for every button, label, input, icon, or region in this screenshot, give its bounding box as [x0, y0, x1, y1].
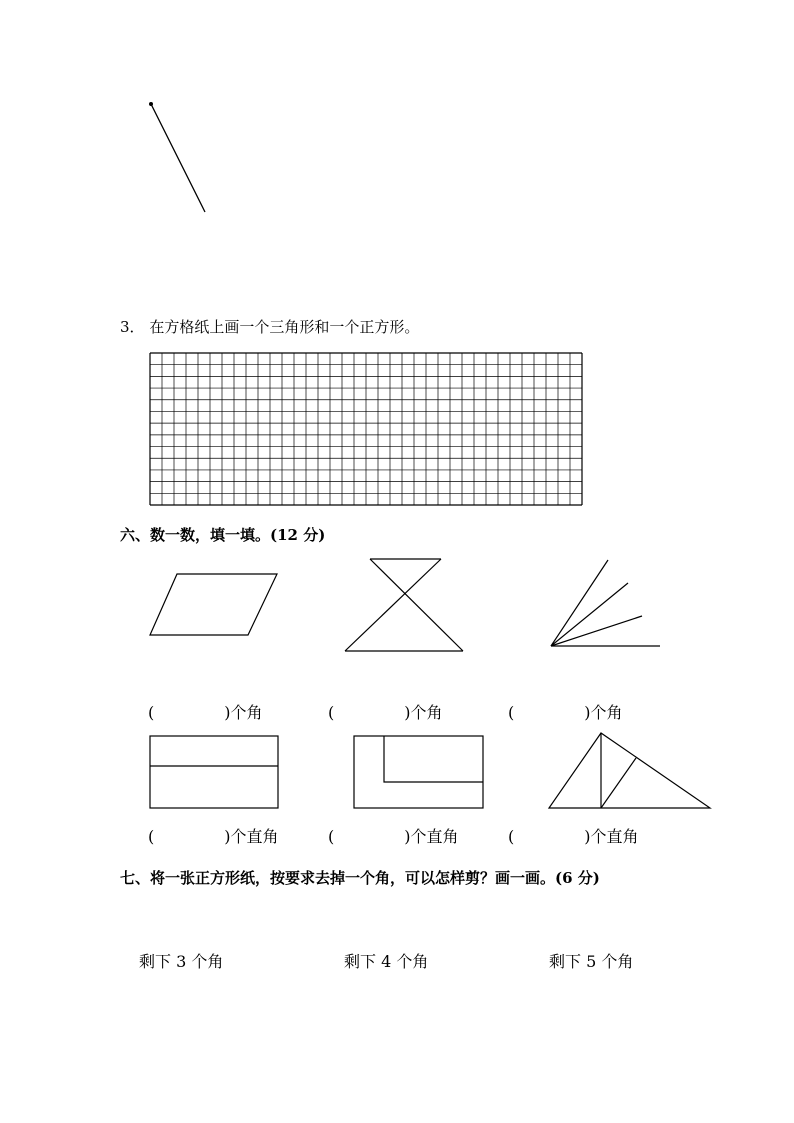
angle-answer-2[interactable]: ( )个角 [328, 703, 443, 722]
ray-2 [551, 583, 628, 646]
angle-answer-3[interactable]: ( )个角 [508, 703, 623, 722]
question-3-text: 在方格纸上画一个三角形和一个正方形。 [149, 318, 420, 336]
outer-triangle [549, 733, 710, 808]
remain-5-angles-label: 剩下 5 个角 [549, 952, 634, 971]
hourglass-diagonal-right [345, 559, 441, 651]
inner-corner-lines [384, 736, 483, 782]
square-grid-paper[interactable] [150, 353, 582, 505]
parallelogram [150, 574, 277, 635]
right-angle-answer-3[interactable]: ( )个直角 [508, 827, 639, 846]
segment-line [151, 104, 205, 212]
rectangle-outline [150, 736, 278, 808]
section-6-title: 六、数一数，填一填。(12 分) [120, 526, 326, 544]
line-segment-figure [0, 0, 794, 260]
section-7-title: 七、将一张正方形纸，按要求去掉一个角，可以怎样剪？画一画。(6 分) [120, 869, 600, 887]
hourglass-diagonal-left [370, 559, 463, 651]
ray-3 [551, 616, 642, 646]
angle-answer-1[interactable]: ( )个角 [148, 703, 263, 722]
remain-4-angles-label: 剩下 4 个角 [344, 952, 429, 971]
right-angle-answer-2[interactable]: ( )个直角 [328, 827, 459, 846]
remain-3-angles-label: 剩下 3 个角 [139, 952, 224, 971]
outer-rectangle [354, 736, 483, 808]
ray-1 [551, 560, 608, 646]
question-3: 3． 在方格纸上画一个三角形和一个正方形。 [120, 318, 420, 336]
right-angle-answer-1[interactable]: ( )个直角 [148, 827, 279, 846]
inner-slant-line [601, 758, 636, 808]
question-3-number: 3 [120, 318, 130, 336]
